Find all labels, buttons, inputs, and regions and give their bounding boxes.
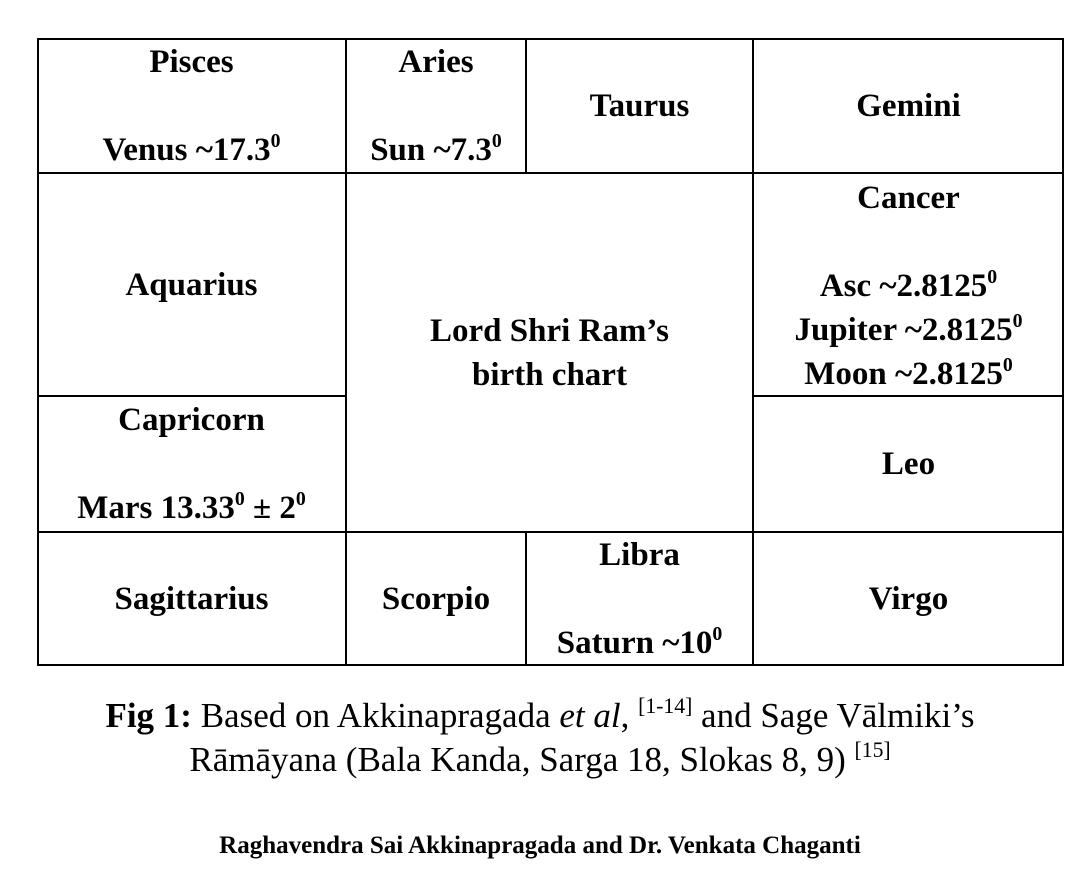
center-line-2: birth chart [472,356,627,393]
cell-leo [753,396,1064,532]
sign-capricorn: Capricorn [118,402,265,438]
sign-pisces: Pisces [149,43,234,80]
planet-venus: Venus ~17.3$^0$ [102,129,281,168]
sign-cancer: Cancer [857,180,960,216]
sign-aquarius: Aquarius [125,266,258,303]
citation-15: [15] [854,738,891,763]
caption-line-2: Rāmāyana (Bala Kanda, Sarga 18, Slokas 8, 9) [15] [189,738,891,779]
cell-pisces [37,38,346,173]
figure-caption [0,694,1080,782]
chart-center-title [346,173,753,532]
sign-scorpio: Scorpio [381,581,491,617]
planet-sun: Sun $\sim 7.3^0$ [370,129,502,168]
figure-label: Fig 1: [105,696,192,735]
cell-taurus [526,38,753,173]
cell-cancer [753,173,1064,396]
caption-line-1: Fig 1: Based on Akkinapragada et al, [1-14] and Sage Vālmiki’s [105,694,975,735]
birth-chart [37,38,1064,666]
asc-degree: Asc ~2.8125$^0$ [819,266,998,304]
planet-saturn: Saturn $\sim 10^0$ [556,623,723,661]
cell-sagittarius [37,532,346,666]
cell-libra [526,532,753,666]
cell-virgo [753,532,1064,666]
planet-mars: Mars $13.33^0 \pm 2^0$ [77,488,306,526]
citation-1-14: [1-14] [638,694,693,719]
sign-sagittarius: Sagittarius [114,581,269,617]
cell-aquarius [37,173,346,396]
sign-libra: Libra [599,537,680,573]
planet-jupiter: Jupiter ~2.8125$^0$ [794,310,1023,348]
cell-capricorn [37,396,346,532]
cell-gemini [753,38,1064,173]
cell-scorpio [346,532,526,666]
authors-line: Raghavendra Sai Akkinapragada and Dr. Venkata Chaganti [219,832,861,859]
center-line-1: Lord Shri Ram’s [430,312,669,349]
sign-virgo: Virgo [868,581,949,617]
cell-aries [346,38,526,173]
sign-aries: Aries [398,43,474,80]
planet-moon: Moon ~2.8125$^0$ [804,354,1013,392]
sign-taurus: Taurus [589,87,690,124]
sign-gemini: Gemini [856,87,961,124]
sign-leo: Leo [881,446,936,482]
